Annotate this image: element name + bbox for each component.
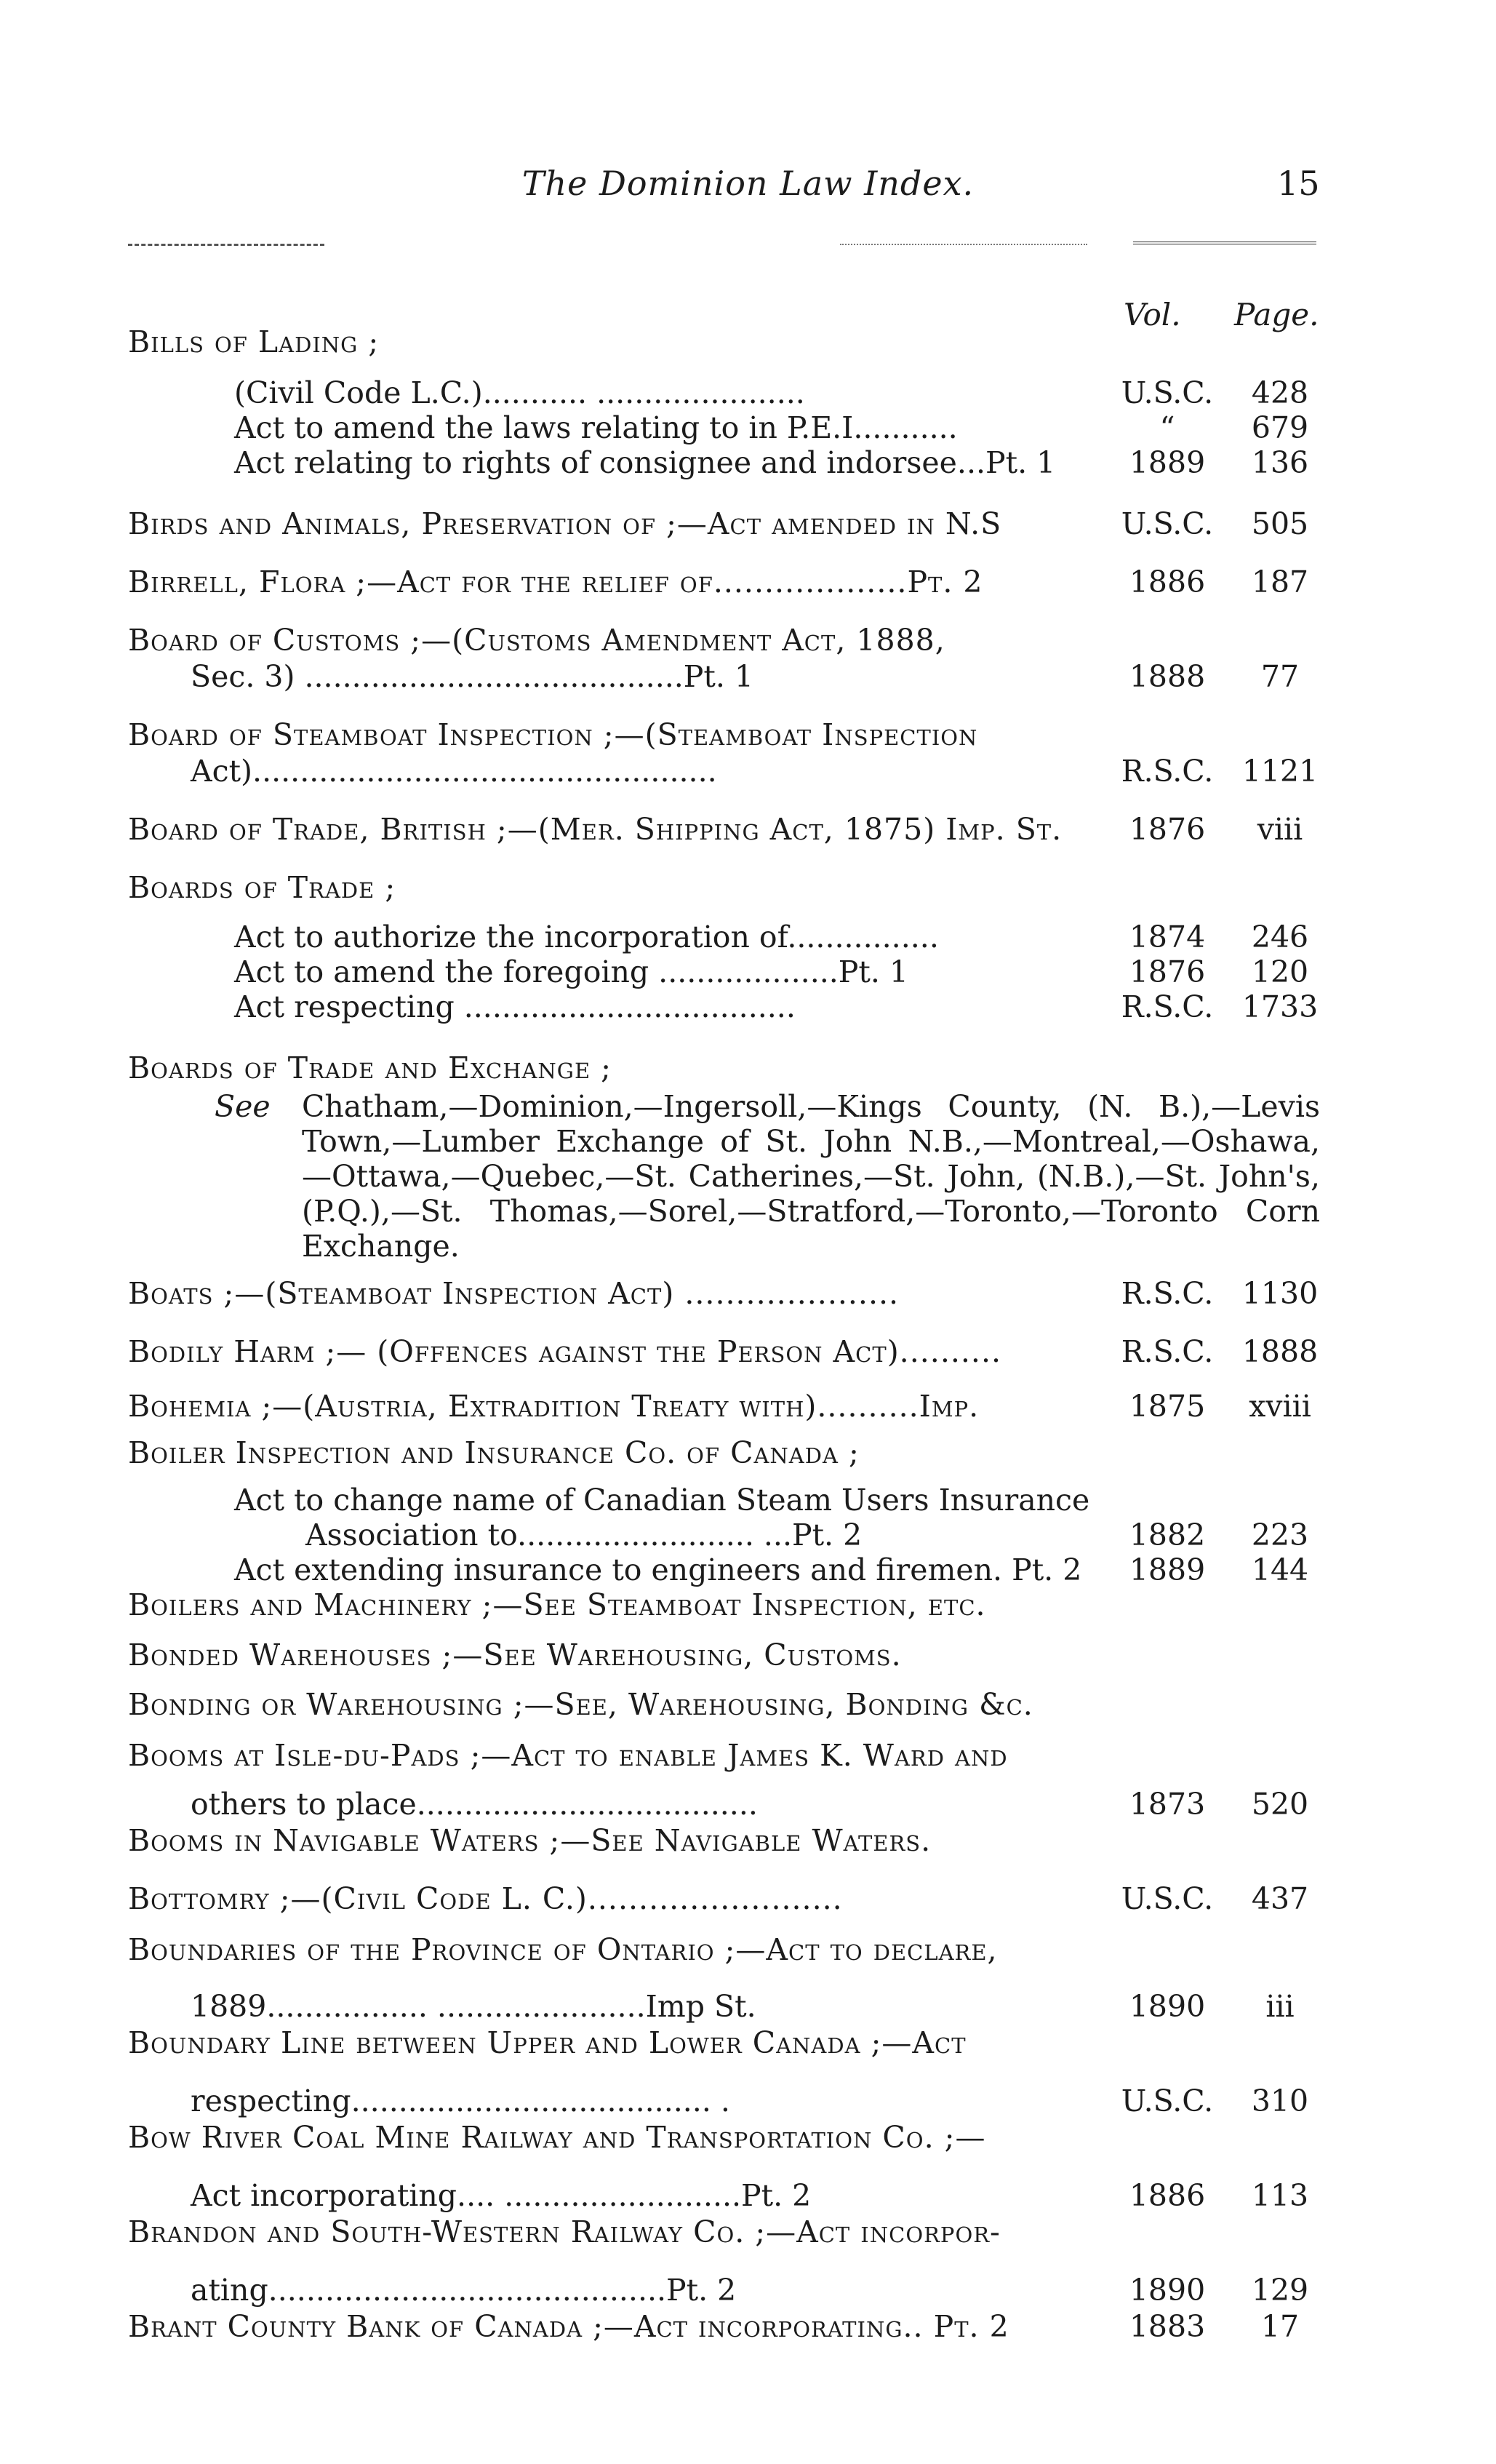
entry-text: Act respecting ................................... — [234, 989, 796, 1024]
entry-text: Brandon and South-Western Railway Co. ;—Act incorpor- — [128, 2214, 1001, 2249]
entry-text: Bohemia ;—(Austria, Extradition Treaty with)..........Imp. — [128, 1389, 980, 1424]
entry-volume: 1886 — [1129, 2178, 1206, 2213]
index-entry-subline — [0, 1786, 1496, 1822]
entry-page: 679 — [1251, 410, 1309, 445]
entry-volume: 1889 — [1129, 1552, 1206, 1587]
entry-text: Act to authorize the incorporation of................ — [234, 920, 939, 954]
index-entry-heading-line — [0, 1881, 1496, 1917]
entry-page: 437 — [1251, 1881, 1309, 1916]
index-entry-heading-line — [0, 1637, 1496, 1673]
entry-text: Act incorporating.... .........................Pt. 2 — [191, 2178, 812, 2213]
index-entry-heading-line — [0, 1388, 1496, 1424]
entry-page: 120 — [1251, 954, 1309, 989]
entry-text: Brant County Bank of Canada ;—Act incorporating.. Pt. 2 — [128, 2309, 1009, 2344]
index-entry-heading-line — [0, 1050, 1496, 1086]
entry-text: Act relating to rights of consignee and indorsee...Pt. 1 — [234, 445, 1056, 480]
entry-page: 520 — [1251, 1787, 1309, 1822]
index-entry-heading-line — [0, 2119, 1496, 2156]
index-entry-heading-line — [0, 1931, 1496, 1968]
entry-text: ating..........................................Pt. 2 — [191, 2273, 737, 2308]
entry-text: Boards of Trade and Exchange ; — [128, 1050, 612, 1085]
entry-text: Act to amend the laws relating to in P.E.I........... — [234, 410, 958, 445]
index-entry-heading-line — [0, 1435, 1496, 1471]
entry-page: 129 — [1251, 2273, 1309, 2308]
entry-text: others to place.................................... — [191, 1787, 758, 1822]
entry-text: Boundaries of the Province of Ontario ;—Act to declare, — [128, 1932, 998, 1967]
entry-volume: “ — [1159, 410, 1175, 445]
index-entry-subline — [0, 2272, 1496, 2308]
entry-text: Act to amend the foregoing ...................Pt. 1 — [234, 954, 909, 989]
entry-page: 136 — [1251, 445, 1309, 480]
page-number: 15 — [1277, 164, 1320, 203]
entry-text: Association to......................... ...Pt. 2 — [305, 1518, 863, 1552]
entry-volume: 1882 — [1129, 1518, 1206, 1552]
entry-text: Board of Trade, British ;—(Mer. Shipping Act, 1875) Imp. St. — [128, 812, 1063, 847]
index-entry-subline — [0, 658, 1496, 695]
entry-text: Act extending insurance to engineers and firemen. Pt. 2 — [234, 1552, 1082, 1587]
entry-text: Birds and Animals, Preservation of ;—Act amended in N.S — [128, 506, 1002, 541]
entry-text: Boards of Trade ; — [128, 870, 396, 905]
entry-text: Boundary Line between Upper and Lower Canada ;—Act — [128, 2025, 967, 2060]
entry-volume: 1883 — [1129, 2309, 1206, 2344]
entry-volume: 1876 — [1129, 812, 1206, 847]
index-entry-subline — [0, 1552, 1496, 1588]
entry-text: Bodily Harm ;— (Offences against the Person Act).......... — [128, 1334, 1002, 1369]
index-entry-subline — [0, 410, 1496, 446]
entry-text: Bottomry ;—(Civil Code L. C.)......................... — [128, 1881, 843, 1916]
entry-page: 17 — [1260, 2309, 1300, 2344]
index-entry-subline — [0, 2083, 1496, 2119]
index-entry-heading-line — [0, 1737, 1496, 1774]
entry-page: 1121 — [1241, 754, 1319, 789]
header-rule-right — [1133, 242, 1316, 249]
entry-page: 223 — [1251, 1518, 1309, 1552]
entry-volume: 1890 — [1129, 2273, 1206, 2308]
entry-text: Board of Customs ;—(Customs Amendment Act, 1888, — [128, 623, 945, 658]
entry-page: 187 — [1251, 565, 1309, 599]
entry-page: xviii — [1249, 1389, 1311, 1424]
entry-volume: 1876 — [1129, 954, 1206, 989]
see-label: See — [215, 1089, 271, 1124]
entry-volume: 1873 — [1129, 1787, 1206, 1822]
running-head — [0, 164, 1496, 207]
entry-text: Bills of Lading ; — [128, 324, 380, 359]
index-entry-heading-line — [0, 717, 1496, 753]
entry-text: Act)................................................. — [191, 754, 717, 789]
entry-page: 144 — [1251, 1552, 1309, 1587]
entry-volume: U.S.C. — [1121, 506, 1214, 541]
entry-volume: 1889 — [1129, 445, 1206, 480]
index-entry-subline — [0, 2177, 1496, 2214]
entry-volume: U.S.C. — [1121, 1881, 1214, 1916]
index-entry-subline — [0, 989, 1496, 1025]
index-entry-heading-line — [0, 564, 1496, 600]
index-entry-subline — [0, 1482, 1496, 1518]
index-entry-subline — [0, 954, 1496, 990]
entry-volume: U.S.C. — [1121, 375, 1214, 410]
entry-page: 310 — [1251, 2084, 1309, 2118]
entry-text: (Civil Code L.C.)........... ...................... — [234, 375, 805, 410]
index-entry-subline — [0, 753, 1496, 789]
entry-text: Booms at Isle-du-Pads ;—Act to enable James K. Ward and — [128, 1738, 1008, 1773]
entry-text: Boiler Inspection and Insurance Co. of Canada ; — [128, 1435, 860, 1470]
entry-page: 1733 — [1241, 989, 1319, 1024]
entry-page: 246 — [1251, 920, 1309, 954]
index-entry-heading-line — [0, 1587, 1496, 1623]
entry-volume: 1888 — [1129, 659, 1206, 694]
entry-volume: 1890 — [1129, 1989, 1206, 2024]
column-head-page: Page. — [1234, 297, 1319, 332]
index-entry-heading-line — [0, 869, 1496, 906]
entry-text: Boats ;—(Steamboat Inspection Act) ..................... — [128, 1276, 900, 1311]
entry-text: Birrell, Flora ;—Act for the relief of...................Pt. 2 — [128, 565, 983, 599]
index-entry-heading-line — [0, 324, 1496, 360]
entry-page: 113 — [1251, 2178, 1309, 2213]
entry-text: Bow River Coal Mine Railway and Transportation Co. ;— — [128, 2120, 986, 2155]
entry-page: iii — [1265, 1989, 1295, 2024]
entry-page: 1888 — [1241, 1334, 1319, 1369]
entry-text: Booms in Navigable Waters ;—See Navigable Waters. — [128, 1823, 932, 1858]
index-entry-subline — [0, 1988, 1496, 2025]
entry-page: 77 — [1260, 659, 1300, 694]
entry-text: respecting...................................... . — [191, 2084, 730, 2118]
entry-volume: R.S.C. — [1121, 1334, 1214, 1369]
index-entry-heading-line — [0, 2214, 1496, 2250]
header-rule-left — [128, 244, 324, 246]
entry-volume: 1874 — [1129, 920, 1206, 954]
entry-text: Bonding or Warehousing ;—See, Warehousing, Bonding &c. — [128, 1687, 1033, 1722]
index-entry-heading-line — [0, 1822, 1496, 1859]
entry-volume: R.S.C. — [1121, 989, 1214, 1024]
entry-page: viii — [1257, 812, 1303, 847]
column-head-vol: Vol. — [1124, 297, 1181, 332]
index-entry-heading-line — [0, 506, 1496, 542]
entry-page: 505 — [1251, 506, 1309, 541]
index-entry-heading-line — [0, 1686, 1496, 1723]
entry-text: 1889................. ......................Imp St. — [191, 1989, 756, 2024]
entry-page: 428 — [1251, 375, 1309, 410]
index-entry-heading-line — [0, 622, 1496, 658]
index-entry-subline — [0, 919, 1496, 955]
index-entry-heading-line — [0, 2308, 1496, 2345]
index-entry-heading-line — [0, 811, 1496, 848]
entry-text: Sec. 3) ........................................Pt. 1 — [191, 659, 754, 694]
entry-page: 1130 — [1241, 1276, 1319, 1311]
index-entry-subline — [0, 1517, 1496, 1553]
header-rule-middle — [840, 244, 1087, 245]
running-head-title: The Dominion Law Index. — [521, 164, 975, 203]
index-entry-subline — [0, 444, 1496, 481]
entry-text: Bonded Warehouses ;—See Warehousing, Customs. — [128, 1638, 902, 1672]
entry-text: Act to change name of Canadian Steam Users Insurance — [234, 1483, 1090, 1518]
index-entry-heading-line — [0, 2025, 1496, 2061]
see-reference-list: Chatham,—Dominion,—Ingersoll,—Kings County, (N. B.),—Levis Town,—Lumber Exchange of St. John N.B.,—Montreal,—Oshawa, —Ottawa,—Quebec,—St. Catherines,—St. John, (N.B.),—St. John's, (P.Q.),—St. Thomas,—Sorel,—Stratford,—Toronto,—Toronto Corn Exchange. — [302, 1089, 1320, 1264]
entry-volume: 1875 — [1129, 1389, 1206, 1424]
entry-text: Board of Steamboat Inspection ;—(Steamboat Inspection — [128, 717, 978, 752]
entry-volume: 1886 — [1129, 565, 1206, 599]
entry-volume: R.S.C. — [1121, 754, 1214, 789]
index-entry-heading-line — [0, 375, 1496, 411]
entry-volume: U.S.C. — [1121, 2084, 1214, 2118]
index-entry-heading-line — [0, 1275, 1496, 1312]
index-entry-heading-line — [0, 1333, 1496, 1370]
entry-volume: R.S.C. — [1121, 1276, 1214, 1311]
entry-text: Boilers and Machinery ;—See Steamboat Inspection, etc. — [128, 1587, 986, 1622]
